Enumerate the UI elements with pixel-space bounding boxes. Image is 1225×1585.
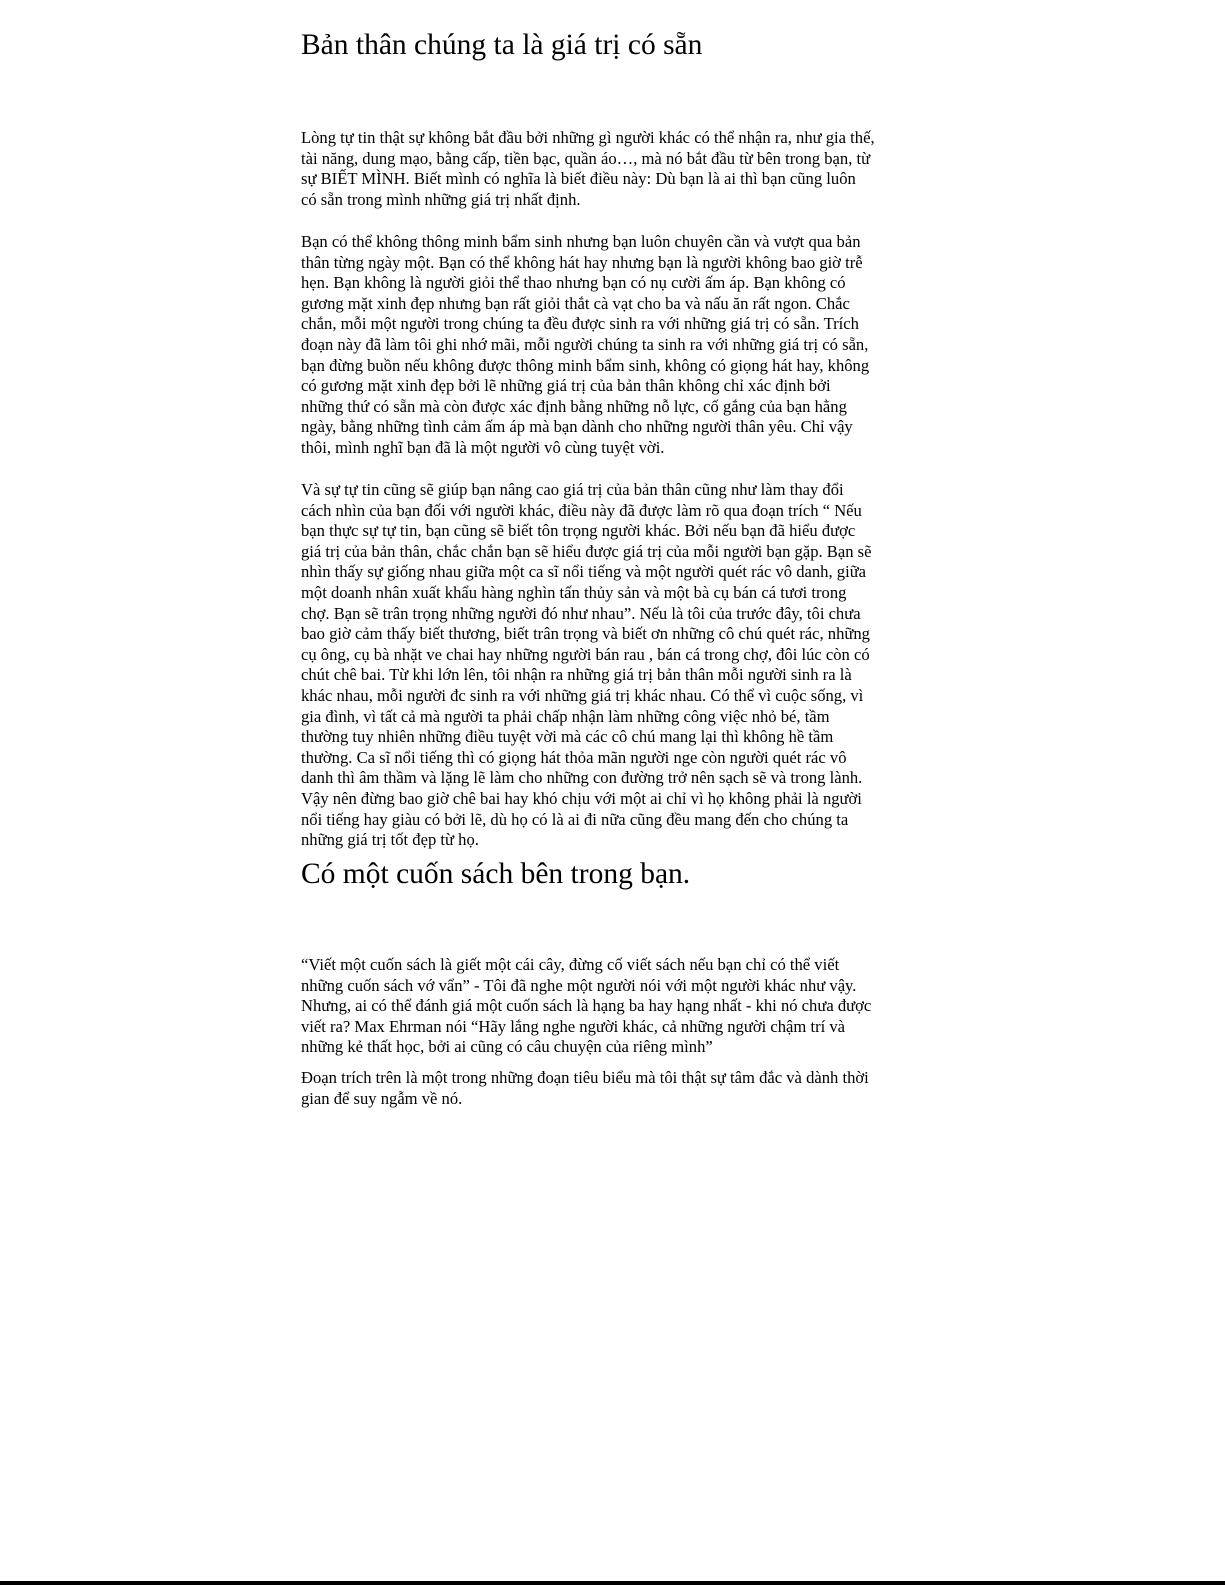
text-line: thường tuy nhiên những điều tuyệt vời mà các cô chú mang lại thì không hề tầm [301,727,834,747]
text-line: gia đình, vì tất cả mà người ta phải chấp nhận làm những công việc nhỏ bé, tầm [301,706,830,726]
text-line: một doanh nhân xuất khẩu hàng nghìn tấn thủy sản và một bà cụ bán cá tươi trong [301,582,847,602]
text-line: nổi tiếng hay giàu có bởi lẽ, dù họ có là ai đi nữa cũng đều mang đến cho chúng ta [301,809,849,829]
text-line: những giá trị tốt đẹp từ họ. [301,830,479,850]
text-line: giá trị của bản thân, chắc chắn bạn sẽ hiểu được giá trị của mỗi người bạn gặp. Bạn sẽ [301,541,872,561]
bottom-border [0,1581,1225,1585]
text-line: thường. Ca sĩ nổi tiếng thì có giọng hát thỏa mãn người nge còn người quét rác vô [301,747,847,767]
text-line: Đoạn trích trên là một trong những đoạn tiêu biểu mà tôi thật sự tâm đắc và dành thời [301,1068,869,1087]
text-line: danh thì âm thầm và lặng lẽ làm cho những con đường trở nên sạch sẽ và trong lành. [301,768,863,788]
text-line: thân từng ngày một. Bạn có thể không hát hay nhưng bạn là người không bao giờ trễ [301,252,863,272]
text-line: gian để suy ngẫm về nó. [301,1088,463,1108]
text-line: “Viết một cuốn sách là giết một cái cây, đừng cố viết sách nếu bạn chỉ có thể viết [301,955,840,974]
section-title-2: Có một cuốn sách bên trong bạn. [301,858,691,890]
text-line: Bạn có thể không thông minh bẩm sinh nhưng bạn luôn chuyên cần và vượt qua bản [301,232,861,251]
text-line: bạn đừng buồn nếu không được thông minh bẩm sinh, không có giọng hát hay, không [301,355,870,375]
paragraph-3 [301,480,931,851]
paragraph-4 [301,955,931,1058]
text-line: cách nhìn của bạn đối với người khác, điều này đã được làm rõ qua đoạn trích “ Nếu [301,500,862,520]
text-line: có sẵn trong mình những giá trị nhất định. [301,189,581,209]
text-line: hẹn. Bạn không là người giỏi thể thao nhưng bạn có nụ cười ấm áp. Bạn không có [301,273,846,293]
paragraph-1 [301,128,931,210]
text-line: viết ra? Max Ehrman nói “Hãy lắng nghe người khác, cả những người chậm trí và [301,1016,846,1036]
paragraph-5 [301,1068,931,1109]
text-line: Và sự tự tin cũng sẽ giúp bạn nâng cao giá trị của bản thân cũng như làm thay đổi [301,480,844,499]
section-title-1: Bản thân chúng ta là giá trị có sẵn [301,29,703,61]
text-line: chút chê bai. Từ khi lớn lên, tôi nhận ra những giá trị bản thân mỗi người sinh ra là [301,665,852,685]
text-line: đoạn này đã làm tôi ghi nhớ mãi, mỗi người chúng ta sinh ra với những giá trị có sẵn, [301,334,869,354]
text-line: chắn, mỗi một người trong chúng ta đều được sinh ra với những giá trị có sẵn. Trích [301,314,859,334]
text-line: có gương mặt xinh đẹp bởi lẽ những giá trị của bản thân không chỉ xác định bởi [301,376,831,396]
text-line: chợ. Bạn sẽ trân trọng những người đó như nhau”. Nếu là tôi của trước đây, tôi chưa [301,603,861,623]
text-line: ngày, bằng những tình cảm ấm áp mà bạn dành cho những người thân yêu. Chỉ vậy [301,417,853,437]
text-line: Vậy nên đừng bao giờ chê bai hay khó chịu với một ai chỉ vì họ không phải là người [301,788,862,808]
text-line: Lòng tự tin thật sự không bắt đầu bởi những gì người khác có thể nhận ra, như gia thế, [301,128,875,147]
text-line: Nhưng, ai có thể đánh giá một cuốn sách là hạng ba hay hạng nhất - khi nó chưa được [301,996,872,1016]
text-line: khác nhau, mỗi người đc sinh ra với những giá trị khác nhau. Có thể vì cuộc sống, vì [301,685,864,705]
text-line: thôi, mình nghĩ bạn đã là một người vô cùng tuyệt vời. [301,437,665,457]
text-line: bạn thực sự tự tin, bạn cũng sẽ biết tôn trọng người khác. Bởi nếu bạn đã hiểu được [301,521,856,541]
text-line: những kẻ thất học, bởi ai cũng có câu chuyện của riêng mình” [301,1037,713,1057]
text-line: bao giờ cảm thấy biết thương, biết trân trọng và biết ơn những cô chú quét rác, những [301,624,870,644]
text-line: gương mặt xinh đẹp nhưng bạn rất giỏi thắt cà vạt cho ba và nấu ăn rất ngon. Chắc [301,293,850,313]
text-line: cụ ông, cụ bà nhặt ve chai hay những người bán rau , bán cá trong chợ, đôi lúc còn có [301,644,870,664]
text-line: sự BIẾT MÌNH. Biết mình có nghĩa là biết điều này: Dù bạn là ai thì bạn cũng luôn [301,169,856,189]
text-line: những cuốn sách vớ vẩn” - Tôi đã nghe một người nói với một người khác như vậy. [301,975,857,995]
text-line: những thứ có sẵn mà còn được xác định bằng những nỗ lực, cố gắng của bạn hằng [301,396,847,416]
text-line: nhìn thấy sự giống nhau giữa một ca sĩ nổi tiếng và một người quét rác vô danh, giữa [301,562,867,582]
paragraph-2 [301,232,931,459]
text-line: tài năng, dung mạo, bằng cấp, tiền bạc, quần áo…, mà nó bắt đầu từ bên trong bạn, từ [301,148,871,168]
